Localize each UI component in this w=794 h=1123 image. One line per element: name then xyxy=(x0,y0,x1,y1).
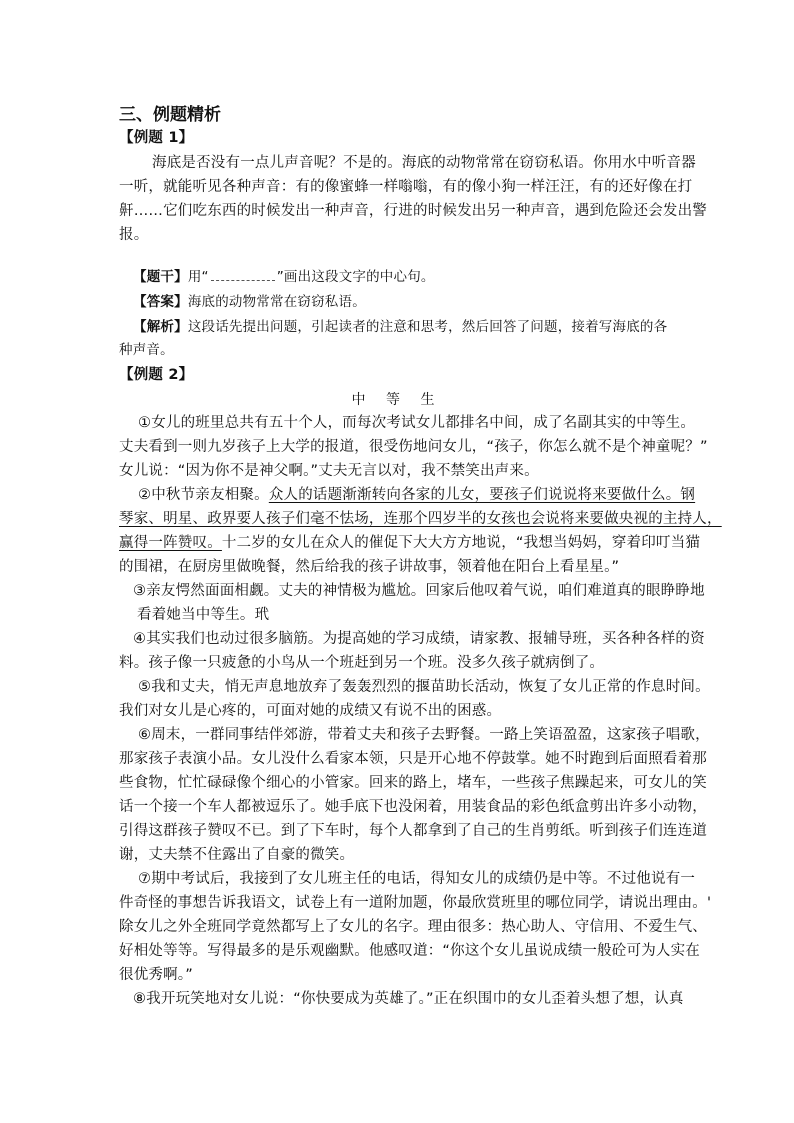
answer-text: 海底的动物常常在窃窃私语。 xyxy=(187,294,366,310)
para2-line4: 的围裙，在厨房里做晚餐，然后给我的孩子讲故事，领着他在阳台上看星星。” xyxy=(119,559,620,575)
story-title: 中 等 生 xyxy=(351,392,443,408)
example1-passage-line3: 鼾……它们吃东西的时候发出一种声音，行进的时候发出另一种声音，遇到危险还会发出警 xyxy=(119,203,707,219)
para6-line2: 那家孩子表演小品。女儿没什么看家本领，只是开心地不停鼓掌。她不时跑到后面照看着那 xyxy=(119,751,707,767)
example1-passage-line1: 海底是否没有一点儿声音呢？不是的。海底的动物常常在窃窃私语。你用水中听音器 xyxy=(152,155,696,171)
question-pre: 用“ xyxy=(187,269,209,285)
para6-line1: ⑥周末，一群同事结伴郊游，带着丈夫和孩子去野餐。一路上笑语盈盈，这家孩子唱歌， xyxy=(138,727,710,743)
example2-label: 【例题 2】 xyxy=(119,367,194,383)
para6-line3: 些食物，忙忙碌碌像个细心的小管家。回来的路上，堵车，一些孩子焦躁起来，可女儿的笑 xyxy=(119,775,707,791)
para5-line1: ⑤我和丈夫，悄无声息地放弃了轰轰烈烈的揠苗助长活动，恢复了女儿正常的作息时间。 xyxy=(138,679,710,695)
para2-underlined-1: 众人的话题渐渐转向各家的儿女，要孩子们说说将来要做什么。钢 xyxy=(268,487,696,503)
answer-row xyxy=(133,291,699,314)
answer-blank xyxy=(211,270,275,281)
para4-line2: 料。孩子像一只疲惫的小鸟从一个班赶到另一个班。没多久孩子就病倒了。 xyxy=(119,655,605,671)
para6-line4: 话一个接一个车人都被逗乐了。她手底下也没闲着，用装食品的彩色纸盒剪出许多小动物， xyxy=(119,799,707,815)
example1-passage-line2: 一听，就能听见各种声音：有的像蜜蜂一样嗡嗡，有的像小狗一样汪汪，有的还好像在打 xyxy=(119,179,693,195)
para1-line3: 女儿说：“因为你不是神父啊。”丈夫无言以对，我不禁笑出声来。 xyxy=(119,463,539,479)
para7-line2: 件奇怪的事想告诉我语文，试卷上有一道附加题，你最欣赏班里的哪位同学，请说出理由。' xyxy=(119,895,712,911)
question-row xyxy=(133,266,699,289)
para6-line6: 谢，丈夫禁不住露出了自豪的微笑。 xyxy=(119,847,355,863)
analysis-text-line1: 这段话先提出问题，引起读者的注意和思考，然后回答了问题，接着写海底的各 xyxy=(187,319,668,335)
answer-label: 【答案】 xyxy=(133,294,188,310)
para1-line2: 丈夫看到一则九岁孩子上大学的报道，很受伤地问女儿，“孩子，你怎么就不是个神童呢？” xyxy=(119,439,708,455)
para7-line1: ⑦期中考试后，我接到了女儿班主任的电话，得知女儿的成绩仍是中等。不过他说有一 xyxy=(138,871,696,887)
analysis-row xyxy=(133,316,699,339)
para2-underlined-2: 琴家、明星、政界要人孩子们毫不怯场，连那个四岁半的女孩也会说将来要做央视的主持人， xyxy=(119,511,722,527)
para2-plain-end: 十二岁的女儿在众人的催促下大大方方地说，“我想当妈妈，穿着印叮当猫 xyxy=(221,535,701,551)
para8-line1: ⑧我开玩笑地对女儿说：“你快要成为英雄了。”正在织围巾的女儿歪着头想了想，认真 xyxy=(133,991,684,1007)
para6-line5: 引得这群孩子赞叹不已。到了下车时，每个人都拿到了自己的生肖剪纸。听到孩子们连连道 xyxy=(119,823,707,839)
para2-plain-start: ②中秋节亲友相聚。 xyxy=(138,487,269,503)
para7-line4: 好相处等等。写得最多的是乐观幽默。他感叹道：“你这个女儿虽说成绩一般砼可为人实在 xyxy=(119,943,701,959)
analysis-label: 【解析】 xyxy=(133,319,188,335)
question-label: 【题干】 xyxy=(133,269,188,285)
para4-line1: ④其实我们也动过很多脑筋。为提高她的学习成绩，请家教、报辅导班，买各种各样的资 xyxy=(133,631,705,647)
section-title: 三、例题精析 xyxy=(119,105,221,125)
analysis-text-line2: 种声音。 xyxy=(119,342,174,358)
para3-line2: 看着她当中等生。玳 xyxy=(137,607,270,623)
para3-line1: ③亲友愕然面面相觑。丈夫的神情极为尴尬。回家后他叹着气说，咱们难道真的眼睁睁地 xyxy=(133,583,705,599)
para2-underlined-3: 赢得一阵赞叹。 xyxy=(119,535,222,551)
para2-line1 xyxy=(138,484,704,507)
example1-label: 【例题 1】 xyxy=(119,130,194,146)
question-post: ”画出这段文字的中心句。 xyxy=(276,269,435,285)
para7-line3: 除女儿之外全班同学竟然都写上了女儿的名字。理由很多：热心助人、守信用、不爱生气、 xyxy=(119,919,707,935)
para2-line3 xyxy=(119,532,701,555)
para1-line1: ①女儿的班里总共有五十个人，而每次考试女儿都排名中间，成了名副其实的中等生。 xyxy=(138,415,696,431)
para5-line2: 我们对女儿是心疼的，可面对她的成绩又有说不出的困惑。 xyxy=(119,703,502,719)
example1-passage-line4: 报。 xyxy=(119,227,149,243)
para7-line5: 很优秀啊。” xyxy=(119,967,193,983)
